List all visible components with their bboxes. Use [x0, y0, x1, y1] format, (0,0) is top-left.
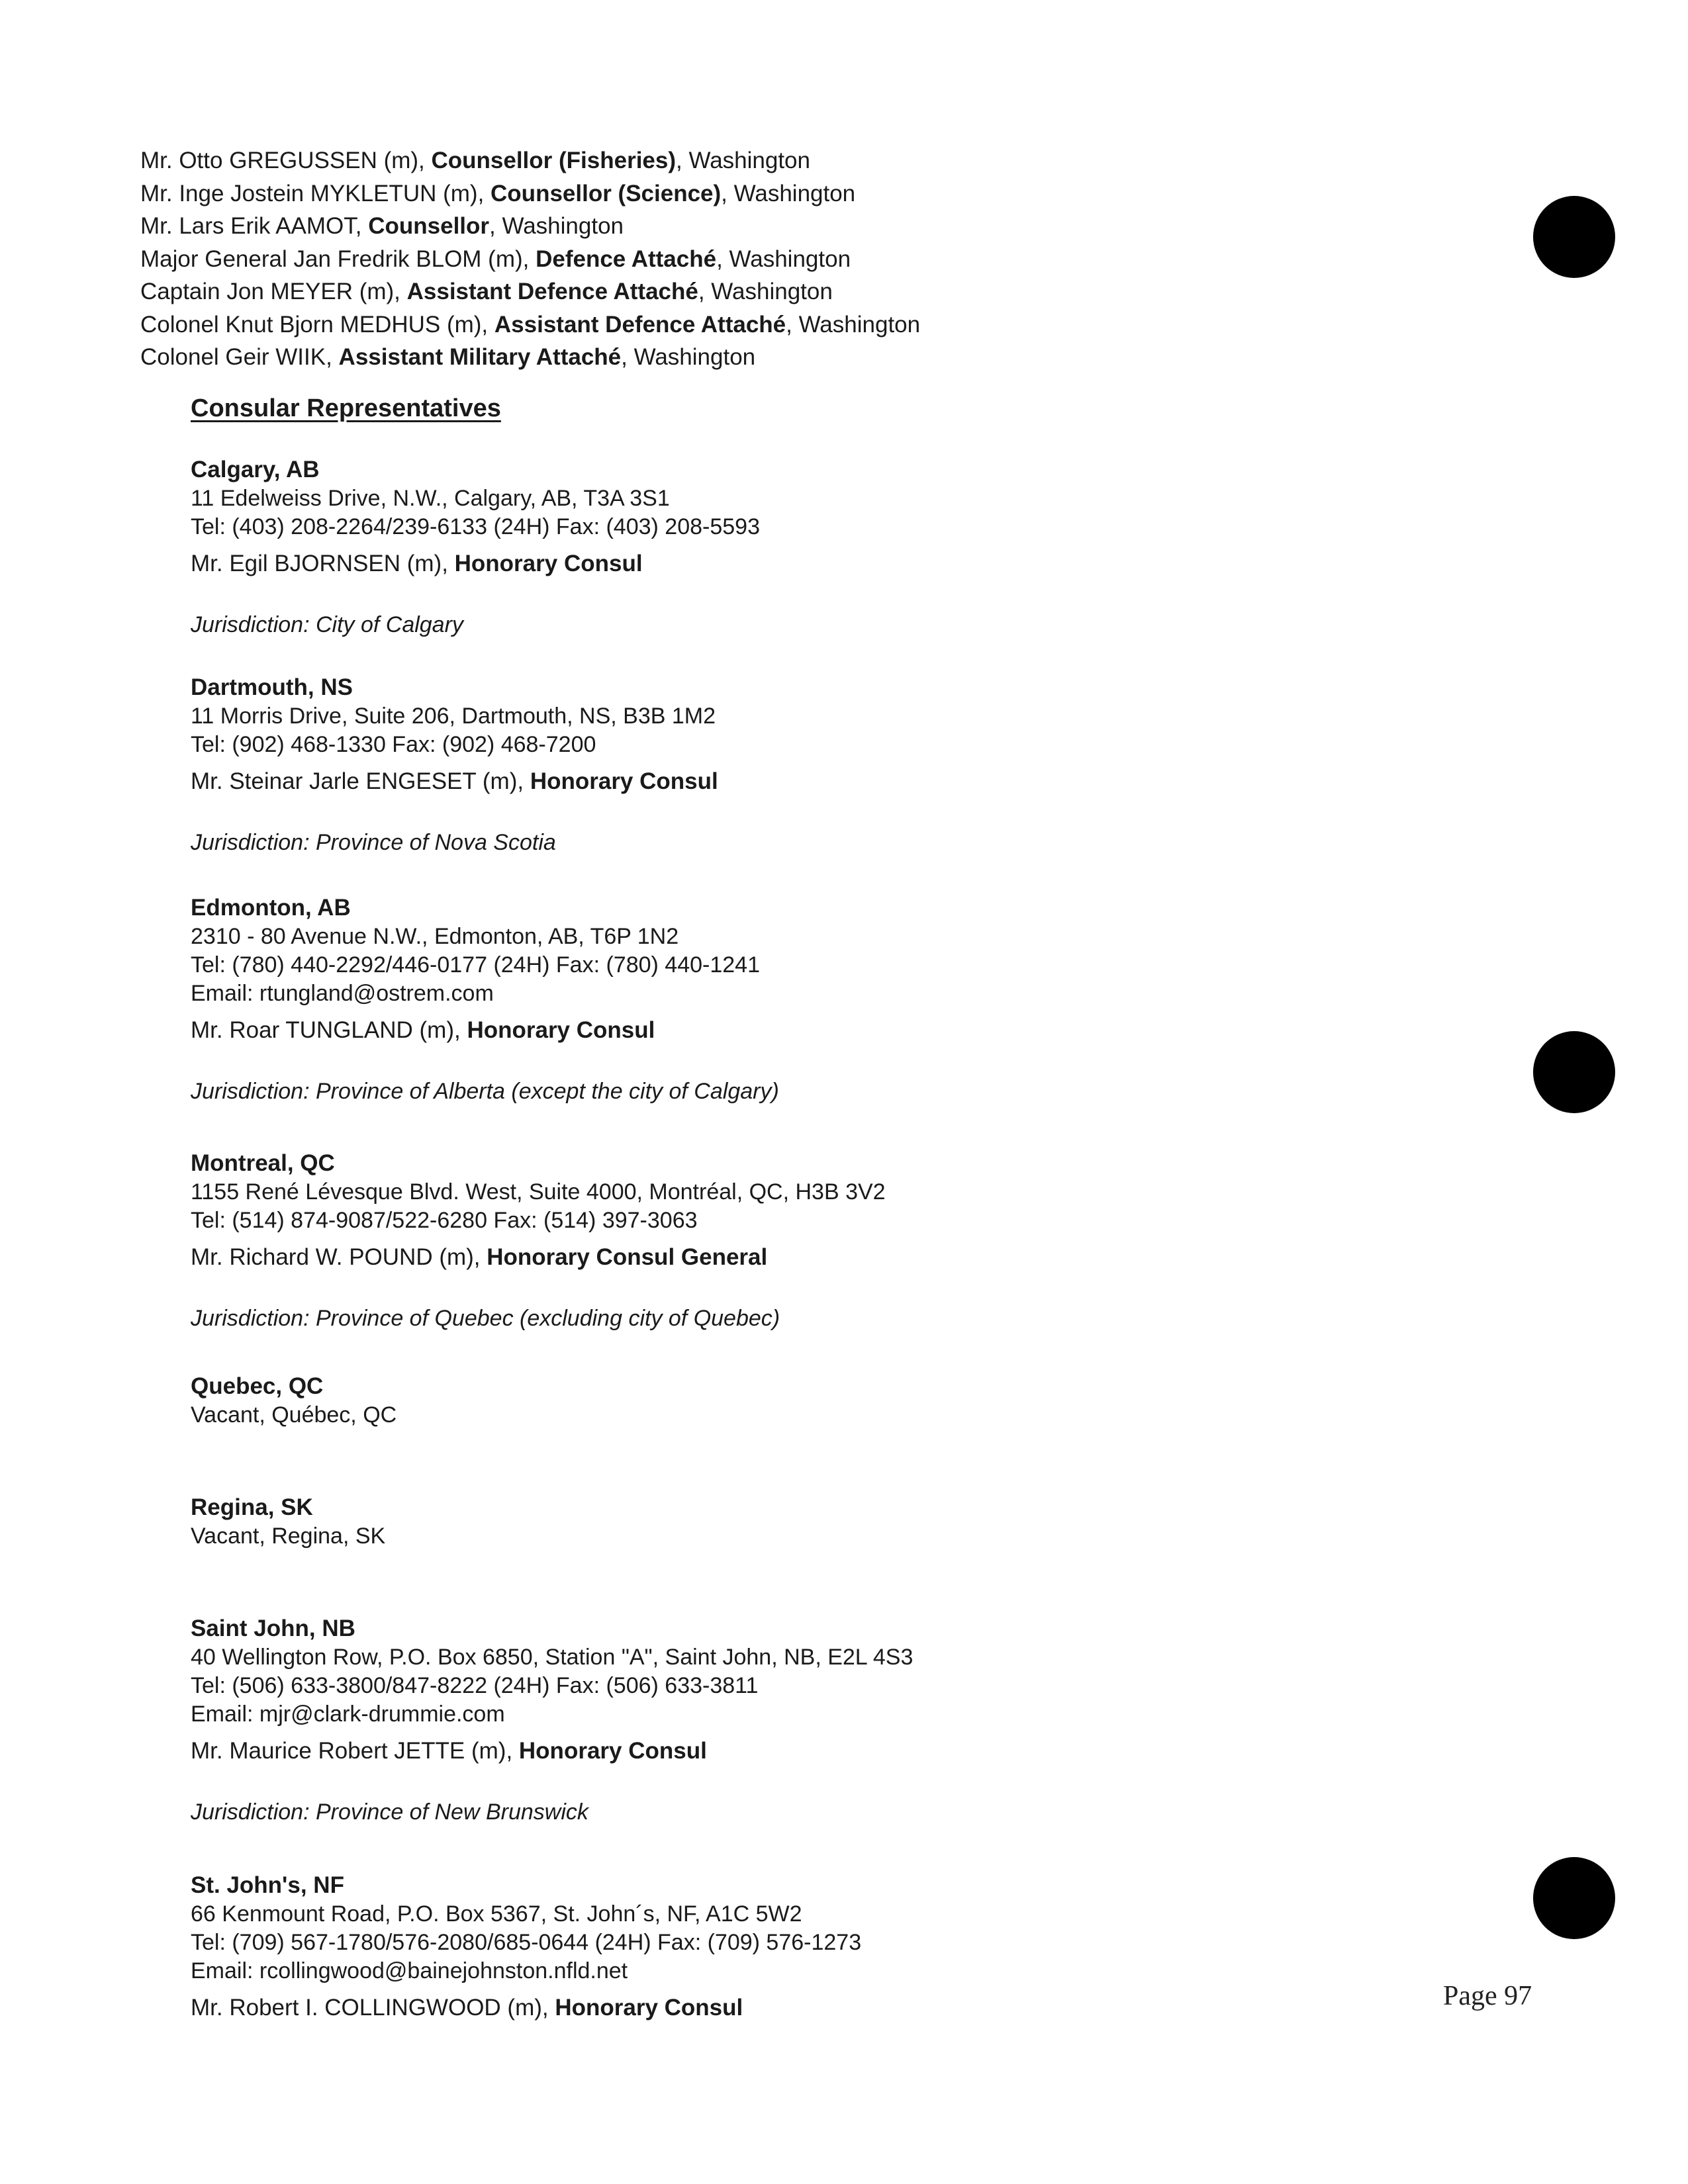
consul-name: Mr. Maurice Robert JETTE (m),: [191, 1738, 519, 1764]
consulate-phone: Tel: (514) 874-9087/522-6280 Fax: (514) 397-3063: [191, 1208, 698, 1233]
staff-title: Defence Attaché: [536, 246, 717, 272]
staff-title: Assistant Military Attaché: [338, 344, 622, 370]
embassy-staff-list: [140, 144, 920, 374]
consulate-city: Edmonton, AB: [191, 895, 351, 921]
consulate-saint-john: [191, 1614, 1448, 1827]
consulate-jurisdiction: Jurisdiction: Province of Alberta (except the city of Calgary): [191, 1079, 779, 1104]
consulate-city: Saint John, NB: [191, 1615, 355, 1641]
consulate-address: 11 Edelweiss Drive, N.W., Calgary, AB, T3A 3S1: [191, 486, 670, 511]
consulate-phone: Tel: (902) 468-1330 Fax: (902) 468-7200: [191, 732, 596, 757]
consul-title: Honorary Consul: [530, 768, 718, 794]
staff-entry: [140, 210, 920, 243]
consul-entry: [191, 1016, 1448, 1045]
staff-title: Assistant Defence Attaché: [494, 311, 786, 338]
staff-location: , Washington: [721, 180, 856, 206]
consulate-jurisdiction: Jurisdiction: Province of Quebec (excluding city of Quebec): [191, 1306, 780, 1331]
consul-name: Mr. Richard W. POUND (m),: [191, 1244, 487, 1270]
staff-location: , Washington: [621, 344, 756, 370]
consulate-address: 40 Wellington Row, P.O. Box 6850, Station "A", Saint John, NB, E2L 4S3: [191, 1645, 914, 1670]
consul-entry: [191, 1243, 1448, 1272]
consulate-phone: Tel: (780) 440-2292/446-0177 (24H) Fax: (780) 440-1241: [191, 952, 760, 978]
staff-name: Colonel Geir WIIK,: [140, 344, 339, 370]
consul-title: Honorary Consul: [454, 551, 643, 576]
consul-name: Mr. Roar TUNGLAND (m),: [191, 1017, 467, 1043]
staff-location: , Washington: [698, 279, 833, 304]
consulate-address: Vacant, Québec, QC: [191, 1402, 397, 1428]
staff-name: Colonel Knut Bjorn MEDHUS (m),: [140, 311, 494, 338]
staff-entry: [140, 341, 920, 374]
consulate-address: 2310 - 80 Avenue N.W., Edmonton, AB, T6P 1N2: [191, 924, 679, 949]
staff-title: Assistant Defence Attaché: [406, 279, 698, 304]
staff-location: , Washington: [716, 246, 851, 272]
consulate-address: 66 Kenmount Road, P.O. Box 5367, St. John´s, NF, A1C 5W2: [191, 1901, 802, 1927]
staff-entry: [140, 308, 920, 341]
consul-title: Honorary Consul: [467, 1017, 655, 1043]
consul-entry: [191, 1737, 1448, 1766]
staff-name: Mr. Inge Jostein MYKLETUN (m),: [140, 180, 491, 206]
consulate-st-johns: [191, 1871, 1448, 2023]
consulate-jurisdiction: Jurisdiction: Province of New Brunswick: [191, 1799, 588, 1825]
punch-hole-top: [1533, 196, 1615, 278]
consul-name: Mr. Egil BJORNSEN (m),: [191, 551, 455, 576]
staff-name: Mr. Otto GREGUSSEN (m),: [140, 148, 432, 173]
consulate-calgary: [191, 455, 1448, 639]
consulate-montreal: [191, 1149, 1448, 1333]
consul-entry: [191, 1993, 1448, 2023]
consul-name: Mr. Robert I. COLLINGWOOD (m),: [191, 1995, 555, 2021]
consulate-city: St. John's, NF: [191, 1872, 344, 1898]
staff-title: Counsellor (Fisheries): [431, 148, 677, 173]
consulate-email: Email: mjr@clark-drummie.com: [191, 1702, 505, 1727]
consulate-city: Dartmouth, NS: [191, 674, 353, 700]
consul-title: Honorary Consul: [555, 1995, 743, 2021]
consulate-jurisdiction: Jurisdiction: Province of Nova Scotia: [191, 830, 556, 855]
staff-entry: [140, 243, 920, 276]
consul-title: Honorary Consul General: [487, 1244, 768, 1270]
consulate-city: Quebec, QC: [191, 1373, 324, 1399]
punch-hole-middle: [1533, 1031, 1615, 1113]
staff-title: Counsellor: [368, 213, 490, 239]
consulate-city: Regina, SK: [191, 1494, 313, 1520]
consulate-address: 11 Morris Drive, Suite 206, Dartmouth, NS, B3B 1M2: [191, 704, 716, 729]
consulate-email: Email: rcollingwood@bainejohnston.nfld.net: [191, 1958, 628, 1983]
consulate-quebec: [191, 1372, 1448, 1430]
consulate-email: Email: rtungland@ostrem.com: [191, 981, 494, 1006]
staff-location: , Washington: [786, 311, 921, 338]
consulate-jurisdiction: Jurisdiction: City of Calgary: [191, 612, 463, 637]
staff-title: Counsellor (Science): [491, 180, 722, 206]
page-number: Page 97: [1443, 1981, 1532, 2011]
punch-hole-bottom: [1533, 1857, 1615, 1939]
consulate-phone: Tel: (506) 633-3800/847-8222 (24H) Fax: (506) 633-3811: [191, 1673, 759, 1698]
consulate-phone: Tel: (403) 208-2264/239-6133 (24H) Fax: (403) 208-5593: [191, 514, 760, 539]
consulate-edmonton: [191, 893, 1448, 1106]
consulate-address: 1155 René Lévesque Blvd. West, Suite 4000, Montréal, QC, H3B 3V2: [191, 1179, 886, 1205]
consulate-city: Montreal, QC: [191, 1150, 335, 1176]
consulate-dartmouth: [191, 673, 1448, 857]
consulate-city: Calgary, AB: [191, 457, 320, 482]
staff-entry: [140, 275, 920, 308]
staff-name: Mr. Lars Erik AAMOT,: [140, 213, 369, 239]
consulate-regina: [191, 1493, 1448, 1551]
section-heading: Consular Representatives: [191, 394, 501, 422]
consul-title: Honorary Consul: [518, 1738, 707, 1764]
staff-location: , Washington: [676, 148, 810, 173]
staff-name: Major General Jan Fredrik BLOM (m),: [140, 246, 536, 272]
consul-name: Mr. Steinar Jarle ENGESET (m),: [191, 768, 530, 794]
staff-entry: [140, 177, 920, 210]
consul-entry: [191, 549, 1448, 578]
staff-name: Captain Jon MEYER (m),: [140, 279, 407, 304]
consul-entry: [191, 767, 1448, 796]
consulate-phone: Tel: (709) 567-1780/576-2080/685-0644 (24H) Fax: (709) 576-1273: [191, 1930, 862, 1955]
staff-location: , Washington: [489, 213, 624, 239]
consulate-address: Vacant, Regina, SK: [191, 1524, 386, 1549]
staff-entry: [140, 144, 920, 177]
